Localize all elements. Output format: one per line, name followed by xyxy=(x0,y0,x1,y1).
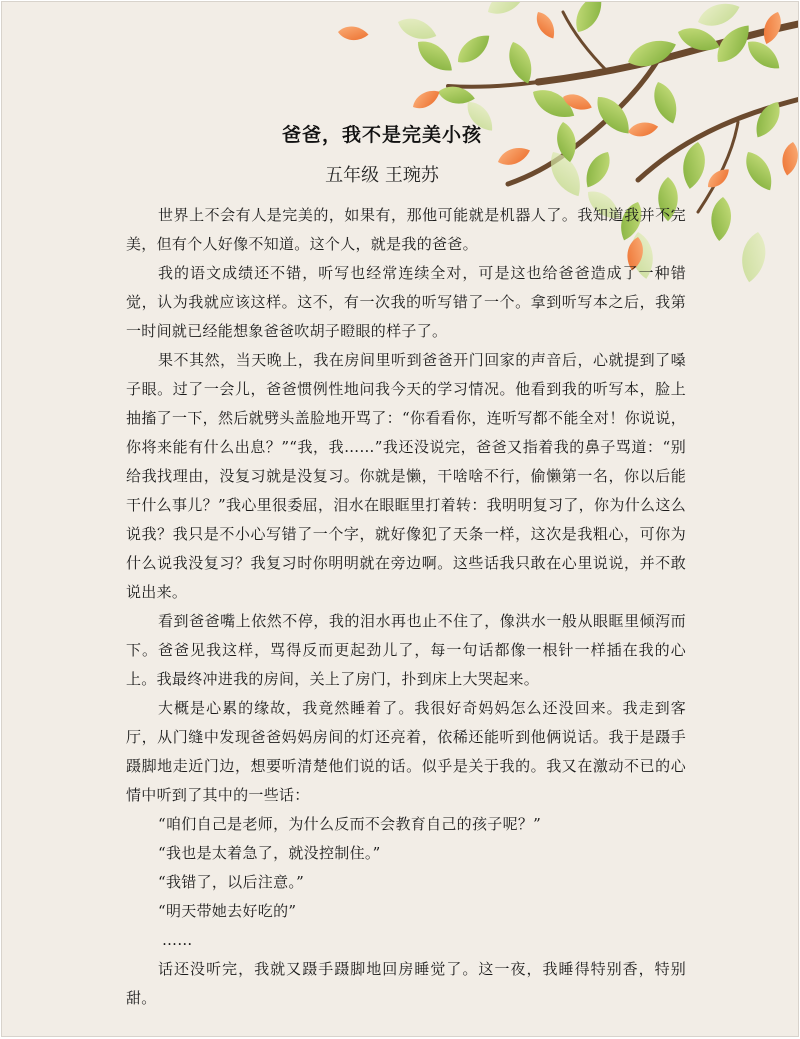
article-body xyxy=(126,201,686,1013)
paragraph: 果不其然，当天晚上，我在房间里听到爸爸开门回家的声音后，心就提到了嗓子眼。过了一会儿，爸爸惯例性地问我今天的学习情况。他看到我的听写本，脸上抽搐了一下，然后就劈头盖脸地开骂了：“你看看你，连听写都不能全对！你说说，你将来能有什么出息？”“我，我……”我还没说完，爸爸又指着我的鼻子骂道：“别给我找理由，没复习就是没复习。你就是懒，干啥啥不行，偷懒第一名，你以后能干什么事儿？”我心里很委屈，泪水在眼眶里打着转：我明明复习了，你为什么这么说我？我只是不小心写错了一个字，就好像犯了天条一样，这次是我粗心，可你为什么说我没复习？我复习时你明明就在旁边啊。这些话我只敢在心里说说，并不敢说出来。 xyxy=(126,351,686,601)
dialogue-line: “我错了，以后注意。” xyxy=(158,873,305,891)
paragraph: 话还没听完，我就又蹑手蹑脚地回房睡觉了。这一夜，我睡得特别香，特别甜。 xyxy=(126,960,686,1007)
paragraph: 我的语文成绩还不错，听写也经常连续全对，可是这也给爸爸造成了一种错觉，认为我就应该这样。这不，有一次我的听写错了一个。拿到听写本之后，我第一时间就已经能想象爸爸吹胡子瞪眼的样子了。 xyxy=(126,264,686,340)
dialogue-line: “我也是太着急了，就没控制住。” xyxy=(158,844,381,862)
dialogue-line: “咱们自己是老师，为什么反而不会教育自己的孩子呢？” xyxy=(158,815,542,833)
author-byline: 五年级 王琬苏 xyxy=(325,165,439,186)
paragraph: 大概是心累的缘故，我竟然睡着了。我很好奇妈妈怎么还没回来。我走到客厅，从门缝中发现爸爸妈妈房间的灯还亮着，依稀还能听到他俩说话。我于是蹑手蹑脚地走近门边，想要听清楚他们说的话。似乎是关于我的。我又在激动不已的心情中听到了其中的一些话： xyxy=(126,699,686,804)
dialogue-line: “明天带她去好吃的” xyxy=(158,902,297,920)
paragraph: 看到爸爸嘴上依然不停，我的泪水再也止不住了，像洪水一般从眼眶里倾泻而下。爸爸见我这样，骂得反而更起劲儿了，每一句话都像一根针一样插在我的心上。我最终冲进我的房间，关上了房门，扑到床上大哭起来。 xyxy=(126,612,686,688)
document-page xyxy=(1,1,799,1037)
page-title: 爸爸，我不是完美小孩 xyxy=(281,124,482,146)
ellipsis-line: …… xyxy=(162,931,193,949)
paragraph: 世界上不会有人是完美的，如果有，那他可能就是机器人了。我知道我并不完美，但有个人好像不知道。这个人，就是我的爸爸。 xyxy=(126,206,686,253)
